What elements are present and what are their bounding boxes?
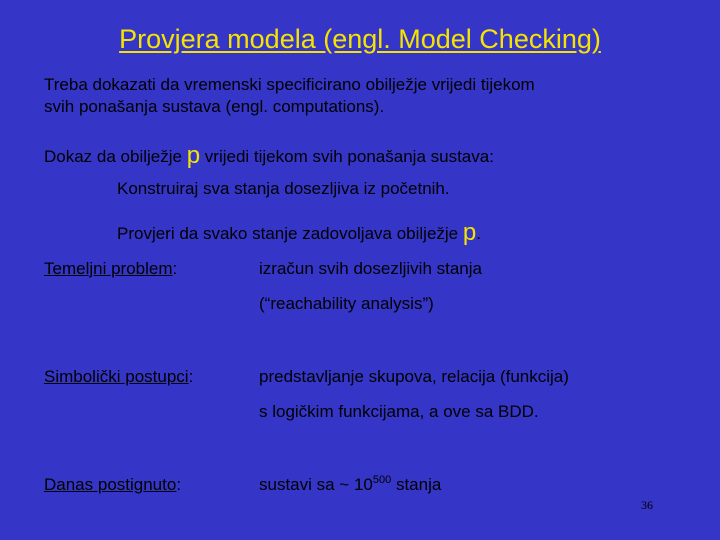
symbolic-methods-line1: predstavljanje skupova, relacija (funkcija) bbox=[259, 367, 569, 386]
fundamental-problem-label: Temeljni problem bbox=[44, 259, 173, 278]
intro-line-2: svih ponašanja sustava (engl. computations). bbox=[44, 97, 385, 116]
achieved-value-suffix: stanja bbox=[391, 475, 442, 494]
proof-statement bbox=[44, 142, 494, 169]
symbolic-methods-label: Simbolički postupci bbox=[44, 367, 189, 386]
row-label-symbolic-methods bbox=[44, 366, 193, 388]
achieved-today-label: Danas postignuto bbox=[44, 475, 177, 494]
step2-prefix: Provjeri da svako stanje zadovoljava obilježje bbox=[117, 224, 463, 243]
achieved-today-colon: : bbox=[176, 475, 182, 494]
proof-prefix: Dokaz da obilježje bbox=[44, 147, 187, 166]
fundamental-problem-line2: (“reachability analysis”) bbox=[259, 294, 434, 313]
fundamental-problem-line1: izračun svih dosezljivih stanja bbox=[259, 259, 482, 278]
step-construct-states: Konstruiraj sva stanja dosezljiva iz početnih. bbox=[117, 179, 450, 198]
step2-suffix: . bbox=[476, 224, 481, 243]
achieved-value-prefix: sustavi sa ~ 10 bbox=[259, 475, 373, 494]
property-symbol-p: p bbox=[186, 142, 201, 169]
intro-line-1: Treba dokazati da vremenski specificirano obilježje vrijedi tijekom bbox=[44, 75, 535, 94]
achieved-value-exponent: 500 bbox=[372, 474, 392, 486]
achieved-today-value bbox=[259, 474, 441, 496]
row-label-achieved-today bbox=[44, 474, 181, 496]
step-check-states bbox=[117, 219, 481, 246]
row-label-fundamental-problem bbox=[44, 258, 177, 280]
fundamental-problem-colon: : bbox=[172, 259, 178, 278]
symbolic-methods-line2: s logičkim funkcijama, a ove sa BDD. bbox=[259, 402, 539, 421]
slide-number: 36 bbox=[641, 498, 653, 512]
proof-suffix: vrijedi tijekom svih ponašanja sustava: bbox=[200, 147, 494, 166]
symbolic-methods-colon: : bbox=[188, 367, 194, 386]
slide-title: Provjera modela (engl. Model Checking) bbox=[119, 24, 601, 54]
step2-property-symbol-p: p bbox=[462, 219, 477, 246]
